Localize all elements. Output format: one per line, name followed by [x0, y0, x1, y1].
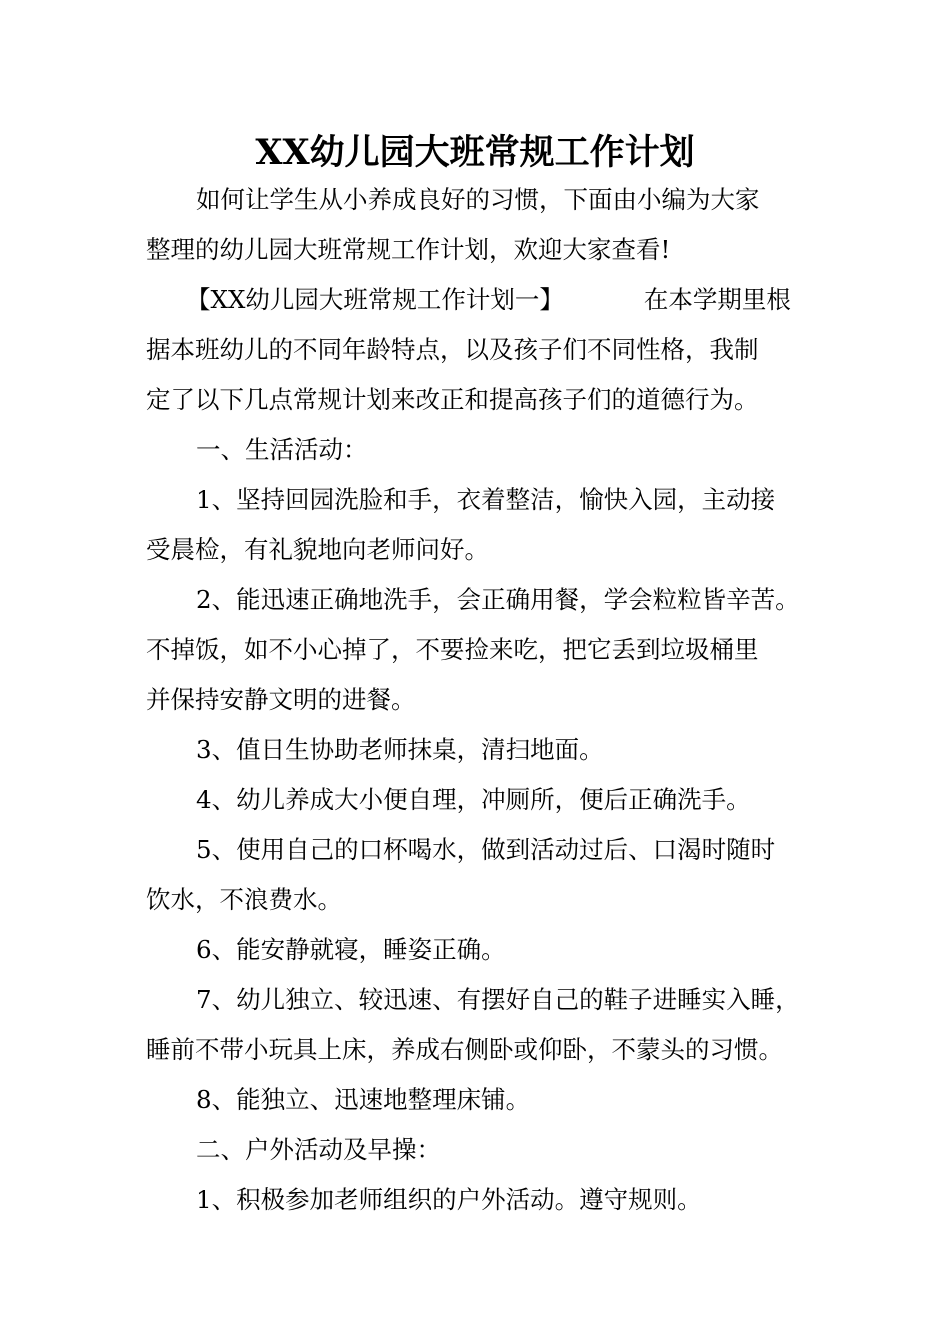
list-item-line: 6、能安静就寝，睡姿正确。	[196, 935, 506, 964]
paragraph-line: 据本班幼儿的不同年龄特点，以及孩子们不同性格，我制	[146, 335, 759, 364]
list-item-line: 2、能迅速正确地洗手，会正确用餐，学会粒粒皆辛苦。	[196, 585, 800, 614]
document-title: XX幼儿园大班常规工作计划	[255, 132, 695, 173]
paragraph-fragment: 在本学期里根	[643, 285, 791, 314]
list-item-line: 8、能独立、迅速地整理床铺。	[196, 1085, 531, 1114]
list-item-line: 1、坚持回园洗脸和手，衣着整洁，愉快入园，主动接	[196, 485, 776, 514]
list-item-line: 不掉饭，如不小心掉了，不要捡来吃，把它丢到垃圾桶里	[146, 635, 759, 664]
list-item-line: 7、幼儿独立、较迅速、有摆好自己的鞋子进睡实入睡，	[196, 985, 800, 1014]
list-item-line: 受晨检，有礼貌地向老师问好。	[146, 535, 489, 564]
list-item-line: 3、值日生协助老师抹桌，清扫地面。	[196, 735, 604, 764]
section-heading-line	[186, 282, 791, 318]
section-heading: 二、户外活动及早操：	[196, 1135, 441, 1164]
paragraph-line: 整理的幼儿园大班常规工作计划，欢迎大家查看!	[146, 235, 671, 264]
list-item-line: 并保持安静文明的进餐。	[146, 685, 416, 714]
list-item-line: 4、幼儿养成大小便自理，冲厕所，便后正确洗手。	[196, 785, 751, 814]
paragraph-line: 定了以下几点常规计划来改正和提高孩子们的道德行为。	[146, 385, 759, 414]
list-item-line: 饮水，不浪费水。	[146, 885, 342, 914]
list-item-line: 睡前不带小玩具上床，养成右侧卧或仰卧，不蒙头的习惯。	[146, 1035, 783, 1064]
list-item-line: 1、积极参加老师组织的户外活动。遵守规则。	[196, 1185, 702, 1214]
section-heading: 【XX幼儿园大班常规工作计划一】	[186, 285, 564, 314]
paragraph-line: 如何让学生从小养成良好的习惯，下面由小编为大家	[196, 185, 760, 214]
list-item-line: 5、使用自己的口杯喝水，做到活动过后、口渴时随时	[196, 835, 776, 864]
section-heading: 一、生活活动：	[196, 435, 368, 464]
